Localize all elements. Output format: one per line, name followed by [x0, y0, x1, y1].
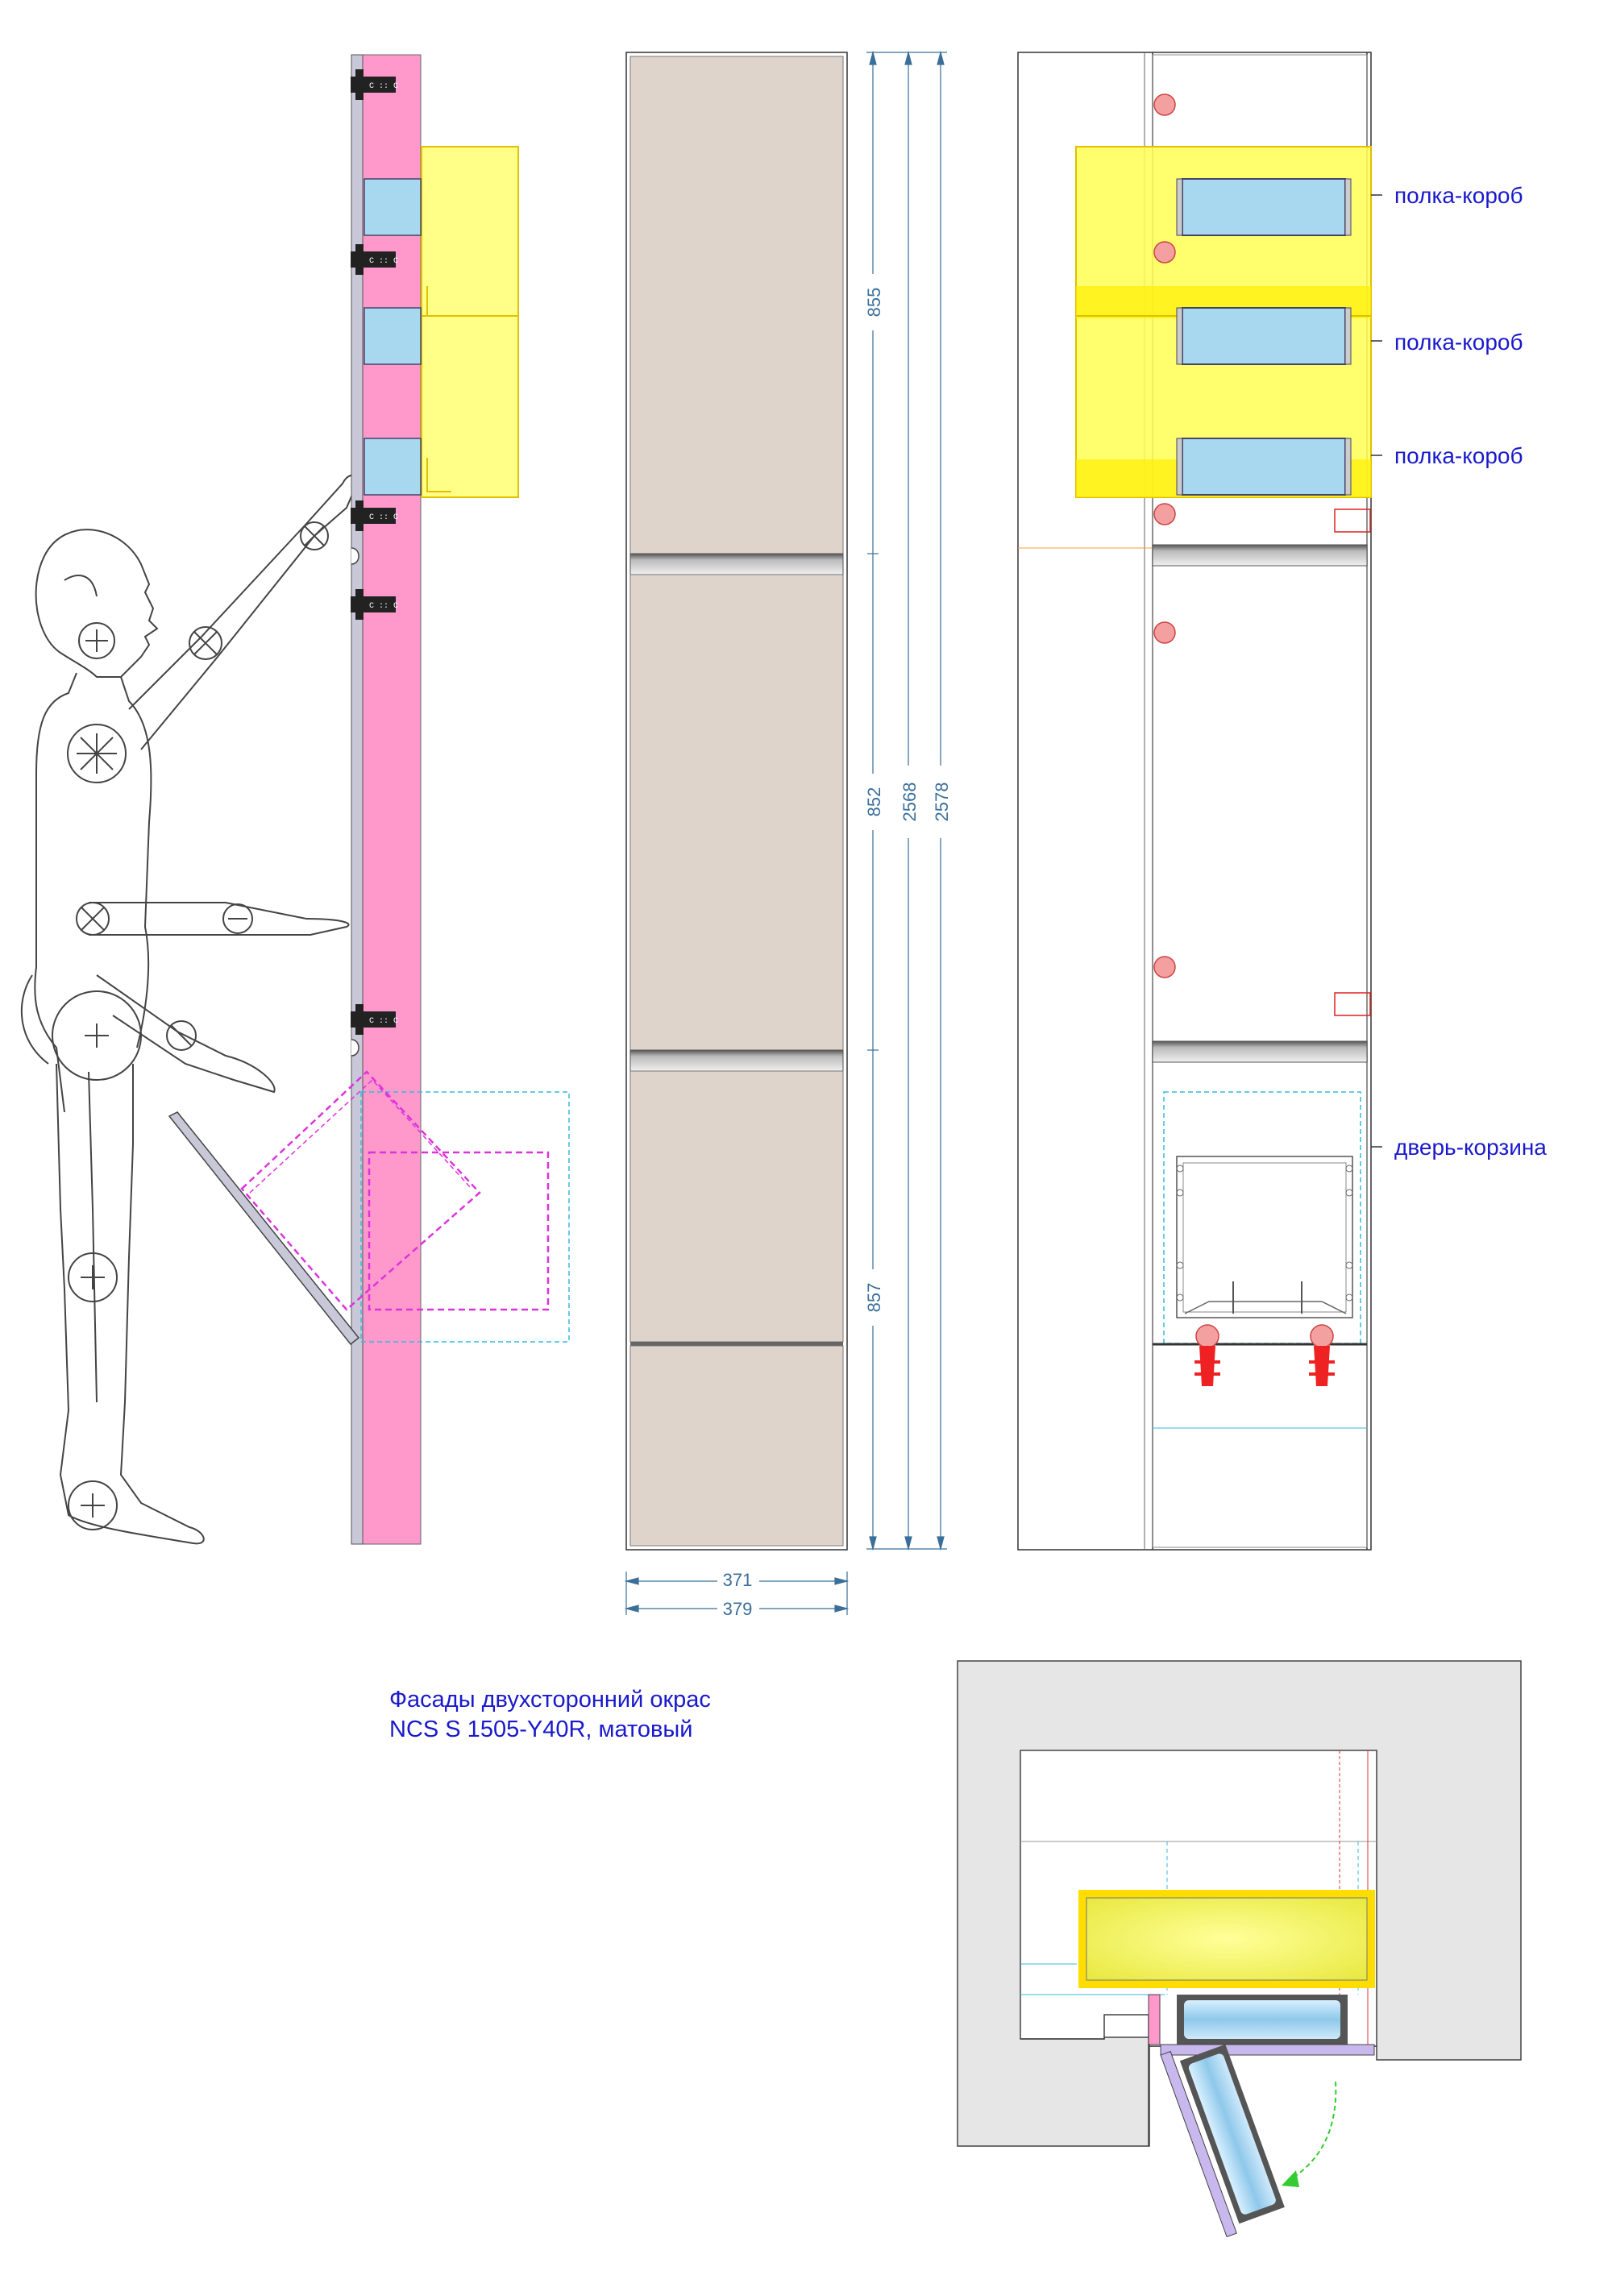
- dim-height-bottom: 857: [864, 1282, 884, 1313]
- finish-note: [389, 1687, 711, 1742]
- facade-panel-middle: [630, 575, 843, 1050]
- pink-wall-panel: [363, 55, 421, 1544]
- shelf-box-side: [422, 316, 518, 497]
- shelf-box-blue: [1182, 438, 1345, 495]
- human-figure: [22, 475, 359, 1544]
- label-shelf-box-1: полка-короб: [1394, 183, 1523, 208]
- label-shelf-box-2: полка-короб: [1394, 330, 1523, 355]
- svg-text:C :: C: C :: C: [369, 257, 399, 266]
- svg-text:C :: C: C :: C: [369, 513, 399, 522]
- blue-box-side: [364, 179, 421, 235]
- facade-panel-top: [630, 56, 843, 554]
- label-shelf-box-3: полка-короб: [1394, 443, 1523, 468]
- plan-base-plate: [1161, 2045, 1374, 2055]
- note-line-2: NCS S 1505-Y40R, матовый: [389, 1717, 693, 1742]
- facade-handle: [630, 1050, 843, 1071]
- facade-panel-bottom: [630, 1346, 843, 1546]
- shelf-box-blue: [1182, 308, 1345, 364]
- swing-arrow-icon: [1290, 2082, 1336, 2180]
- blue-box-side: [364, 308, 421, 364]
- side-section-view: [169, 55, 569, 1544]
- callout-labels: [1394, 183, 1547, 1160]
- svg-text:C :: C: C :: C: [369, 1017, 399, 1026]
- basket-hinge-icon: [1194, 1325, 1335, 1386]
- svg-text:C :: C: C :: C: [369, 602, 399, 611]
- tilted-basket-door: [169, 1112, 359, 1344]
- blue-box-side: [364, 438, 421, 495]
- dim-width-inner: 371: [722, 1570, 753, 1590]
- facade-panel-lower: [630, 1071, 843, 1342]
- label-basket-door: дверь-корзина: [1394, 1135, 1547, 1160]
- dim-height-top: 855: [864, 287, 884, 318]
- plan-view: [958, 1661, 1521, 2237]
- basket-wire-frame: [1177, 1156, 1352, 1318]
- dim-width-outer: 379: [722, 1599, 753, 1619]
- plan-pink-panel: [1149, 1995, 1160, 2045]
- dim-height-middle: 852: [864, 787, 884, 817]
- facade-handle: [630, 554, 843, 575]
- dim-height-total-outer: 2578: [932, 782, 952, 822]
- front-facade-view: [626, 52, 847, 1550]
- dim-height-total-inner: 2568: [899, 782, 920, 822]
- interior-front-view: [1018, 52, 1382, 1550]
- svg-text:C :: C: C :: C: [369, 82, 399, 91]
- facade-divider: [630, 1342, 843, 1346]
- plan-opened-door: [1161, 2033, 1287, 2237]
- note-line-1: Фасады двухсторонний окрас: [389, 1687, 711, 1713]
- shelf-box-side: [422, 147, 518, 316]
- shelf-box-blue: [1182, 179, 1345, 235]
